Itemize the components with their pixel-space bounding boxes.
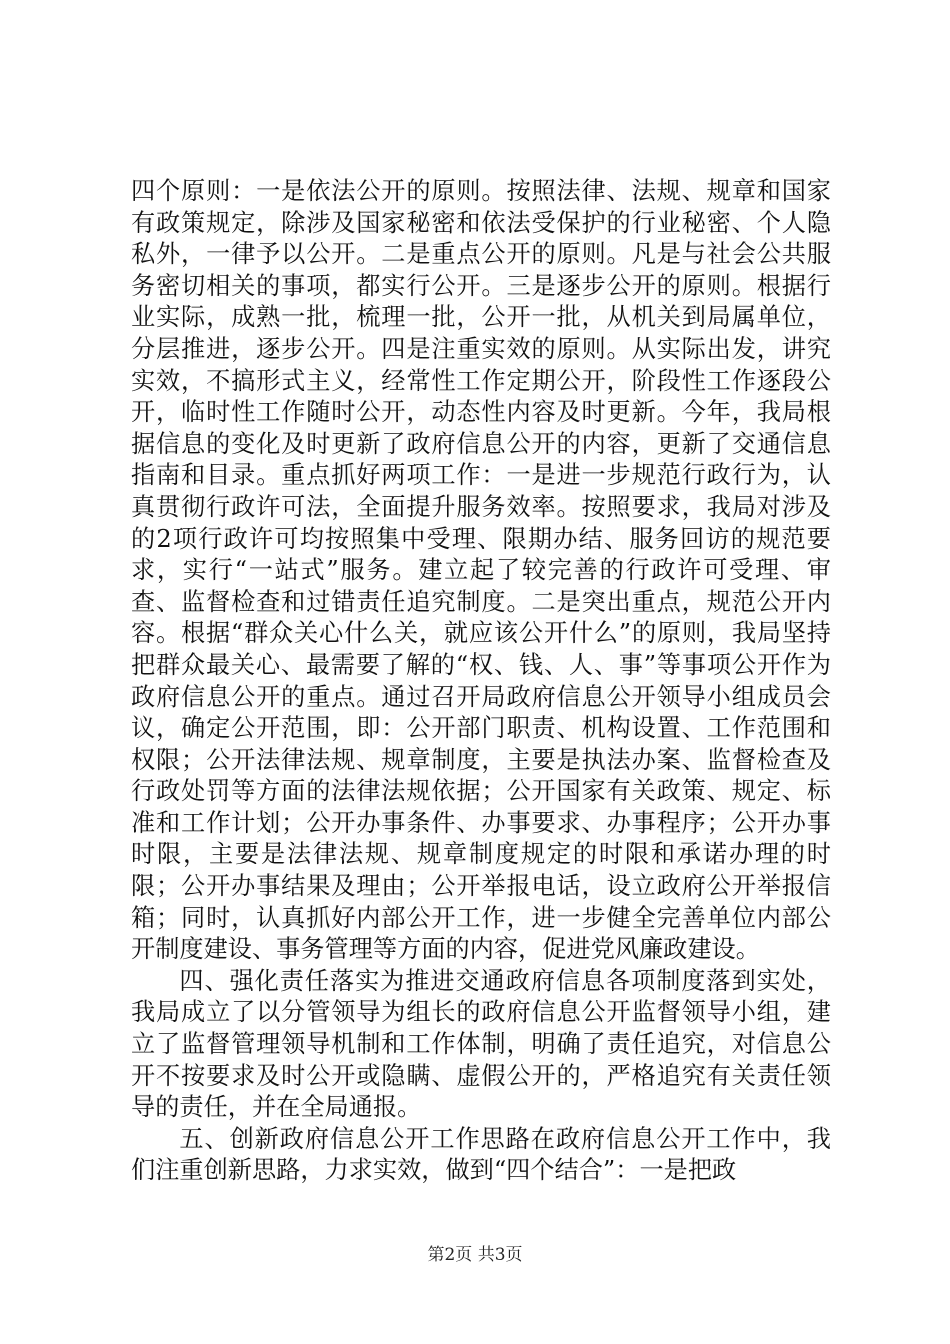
paragraph-principles: 四个原则：一是依法公开的原则。按照法律、法规、规章和国家有政策规定，除涉及国家秘密和依法受保护的行业秘密、个人隐私外，一律予以公开。二是重点公开的原则。凡是与社会公共服务密切相关的事项，都实行公开。三是逐步公开的原则。根据行业实际，成熟一批，梳理一批，公开一批，从机关到局属单位，分层推进，逐步公开。四是注重实效的原则。从实际出发，讲究实效，不搞形式主义，经常性工作定期公开，阶段性工作逐段公开，临时性工作随时公开，动态性内容及时更新。今年，我局根据信息的变化及时更新了政府信息公开的内容，更新了交通信息指南和目录。重点抓好两项工作：一是进一步规范行政行为，认真贯彻行政许可法，全面提升服务效率。按照要求，我局对涉及的2项行政许可均按照集中受理、限期办结、服务回访的规范要求，实行“一站式”服务。建立起了较完善的行政许可受理、审查、监督检查和过错责任追究制度。二是突出重点，规范公开内容。根据“群众关心什么关，就应该公开什么”的原则，我局坚持把群众最关心、最需要了解的“权、钱、人、事”等事项公开作为政府信息公开的重点。通过召开局政府信息公开领导小组成员会议，确定公开范围，即：公开部门职责、机构设置、工作范围和权限；公开法律法规、规章制度，主要是执法办案、监督检查及行政处罚等方面的法律法规依据；公开国家有关政策、规定、标准和工作计划；公开办事条件、办事要求、办事程序；公开办事时限，主要是法律法规、规章制度规定的时限和承诺办理的时限；公开办事结果及理由；公开举报电话，设立政府公开举报信箱；同时，认真抓好内部公开工作，进一步健全完善单位内部公开制度建设、事务管理等方面的内容，促进党风廉政建设。 — [131, 177, 831, 964]
page-footer: 第2页 共3页 — [427, 1245, 523, 1265]
body-text — [131, 176, 831, 1187]
paragraph-section-five: 五、创新政府信息公开工作思路在政府信息公开工作中，我们注重创新思路，力求实效，做到“四个结合”：一是把政 — [131, 1124, 831, 1185]
paragraph-section-four: 四、强化责任落实为推进交通政府信息各项制度落到实处，我局成立了以分管领导为组长的政府信息公开监督领导小组，建立了监督管理领导机制和工作体制，明确了责任追究，对信息公开不按要求及时公开或隐瞒、虚假公开的，严格追究有关责任领导的责任，并在全局通报。 — [131, 966, 831, 1122]
